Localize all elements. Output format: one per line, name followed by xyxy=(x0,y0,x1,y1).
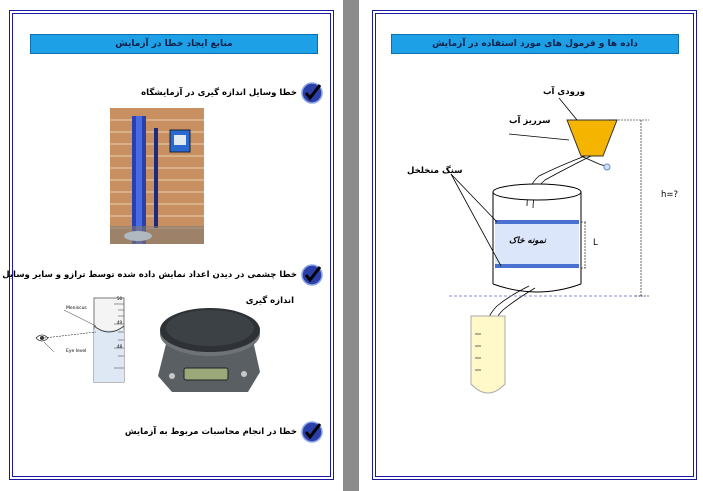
checkmark-icon xyxy=(301,421,323,443)
list-item xyxy=(141,82,323,104)
checkmark-icon xyxy=(301,264,323,286)
list-item xyxy=(125,421,323,443)
eye-level-label: Eye level xyxy=(66,349,87,354)
list-item-text: خطا وسایل اندازه گیری در آزمایشگاه xyxy=(141,88,297,98)
page-border xyxy=(9,10,334,480)
length-label: L xyxy=(593,238,598,248)
page-title: داده ها و فرمول های مورد استفاده در آزمایش xyxy=(391,34,679,54)
gravel-label: سنگ منخلخل xyxy=(407,166,463,176)
scale-number: 48 xyxy=(117,344,123,349)
checkmark-icon xyxy=(301,82,323,104)
scale-number: 50 xyxy=(117,296,123,301)
sample-label: نمونه خاک xyxy=(509,236,547,246)
meniscus-label: Meniscus xyxy=(66,306,87,311)
scale-number: 49 xyxy=(117,320,123,325)
left-page xyxy=(0,0,343,491)
water-inlet-label: ورودی آب xyxy=(543,87,586,97)
overflow-label: سرریز آب xyxy=(509,116,551,126)
digital-scale-image xyxy=(148,306,268,394)
list-item-text: خطا در انجام محاسبات مربوط به آزمایش xyxy=(124,427,297,437)
right-page xyxy=(359,0,703,491)
head-label: h=? xyxy=(661,190,679,200)
apparatus-photo xyxy=(110,108,204,244)
list-item xyxy=(2,264,323,286)
list-item-continuation: اندازه گیری xyxy=(245,296,294,306)
list-item-text: خطا چشمی در دیدن اعداد نمایش داده شده توسط ترازو و سایر وسایل xyxy=(2,270,297,280)
page-title: منابع ایجاد خطا در آزمایش xyxy=(30,34,318,54)
